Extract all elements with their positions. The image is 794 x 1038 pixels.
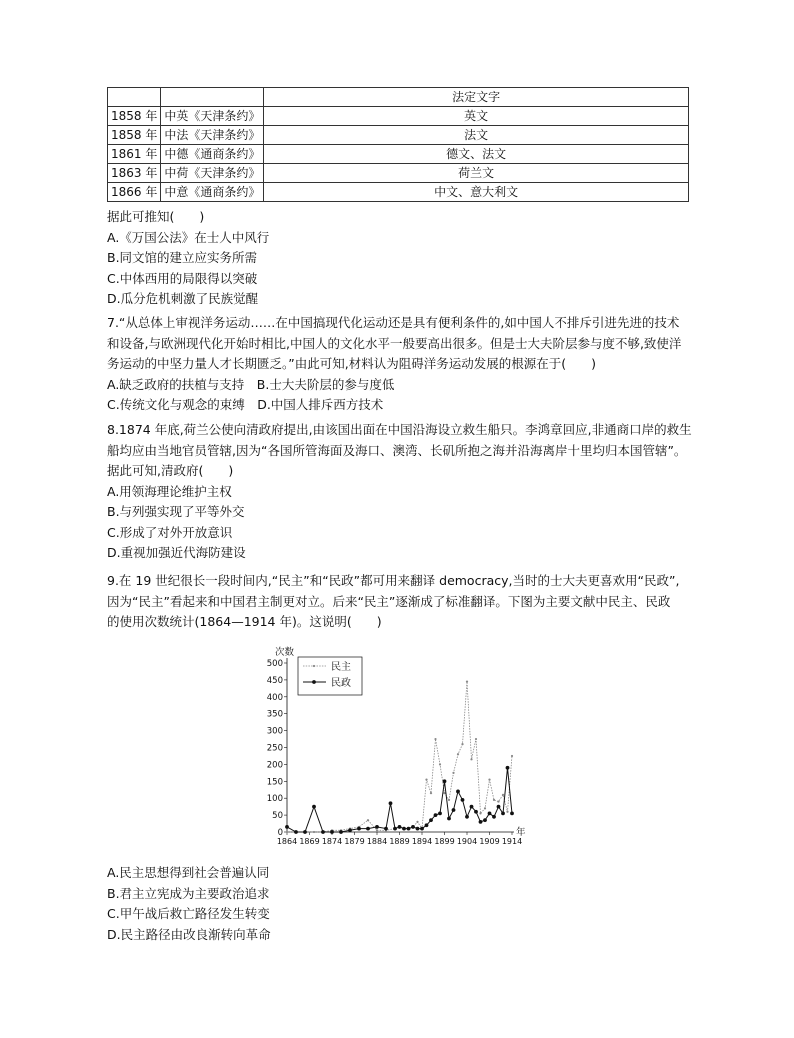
usage-count-chart — [262, 640, 524, 850]
y-tick-label: 200 — [266, 760, 283, 771]
legend-box — [298, 657, 362, 695]
legend-label: 民政 — [331, 678, 351, 689]
x-tick-label: 1864 — [276, 837, 298, 846]
question-8-option-c: C.形成了对外开放意识 — [107, 524, 233, 540]
data-point — [511, 755, 513, 757]
language-cell: 法文 — [264, 126, 689, 145]
question-7-line-1: 7.“从总体上审视洋务运动……在中国搞现代化运动还是具有便利条件的,如中国人不排斥引进先进的技术 — [107, 315, 680, 330]
x-axis-label: 年 — [516, 827, 526, 838]
series-line-minzhu — [287, 682, 512, 832]
data-point — [425, 823, 429, 827]
y-tick-label: 450 — [266, 675, 283, 686]
treaty-cell — [161, 88, 264, 107]
data-point — [367, 819, 369, 821]
legend-label: 民主 — [331, 662, 351, 673]
data-point — [286, 831, 288, 833]
data-point — [479, 812, 481, 814]
year-cell: 1861 年 — [108, 145, 161, 164]
y-tick-label: 400 — [266, 692, 283, 703]
y-tick-label: 0 — [277, 828, 283, 838]
question-6-option-a: A.《万国公法》在士人中风行 — [107, 229, 270, 245]
data-point — [483, 818, 487, 822]
data-point — [330, 830, 334, 834]
data-point — [497, 800, 499, 802]
x-tick-label: 1869 — [299, 837, 320, 846]
data-point — [384, 827, 388, 831]
data-point — [506, 766, 510, 770]
data-point — [456, 790, 460, 794]
data-point — [339, 830, 343, 834]
language-cell: 中文、意大利文 — [264, 183, 689, 202]
data-point — [411, 825, 415, 829]
data-point — [461, 743, 463, 745]
year-cell: 1863 年 — [108, 164, 161, 183]
data-point — [492, 815, 496, 819]
year-cell — [108, 88, 161, 107]
y-axis-label: 次数 — [275, 647, 295, 658]
treaty-language-table — [107, 87, 689, 202]
year-cell: 1858 年 — [108, 107, 161, 126]
x-tick-label: 1904 — [456, 837, 478, 846]
data-point — [434, 738, 436, 740]
y-tick-label: 350 — [266, 709, 283, 720]
data-point — [474, 810, 478, 814]
data-point — [313, 831, 315, 833]
data-point — [398, 825, 402, 829]
data-point — [452, 808, 456, 812]
question-8-line-2: 船均应由当地官员管辖,因为“各国所管海面及海口、澳湾、长矶所抱之海并沿海离岸十里均归本国管辖”。 — [107, 442, 687, 458]
data-point — [439, 763, 441, 765]
data-point — [466, 680, 468, 682]
question-8-option-d: D.重视加强近代海防建设 — [107, 545, 246, 560]
data-point — [321, 830, 325, 834]
treaty-cell: 中意《通商条约》 — [161, 183, 264, 202]
data-point — [488, 779, 490, 781]
question-6-stem: 据此可推知( ) — [107, 209, 205, 224]
legend-swatch-marker — [312, 680, 316, 684]
question-9-option-d: D.民主路径由改良渐转向革命 — [107, 926, 271, 942]
table-header-row — [108, 88, 689, 107]
data-point — [457, 753, 459, 755]
y-tick-label: 150 — [266, 777, 283, 788]
data-point — [285, 825, 289, 829]
year-cell: 1858 年 — [108, 126, 161, 145]
y-tick-label: 100 — [266, 794, 283, 805]
data-point — [312, 805, 316, 809]
data-point — [429, 818, 433, 822]
data-point — [479, 820, 483, 824]
data-point — [484, 807, 486, 809]
question-8-line-1: 8.1874 年底,荷兰公使向清政府提出,由该国出面在中国沿海设立救生船只。李鸿章回应,非通商口岸的救生 — [107, 422, 692, 437]
language-cell: 德文、法文 — [264, 145, 689, 164]
treaty-cell: 中法《天津条约》 — [161, 126, 264, 145]
question-6-option-c: C.中体西用的局限得以突破 — [107, 270, 258, 286]
x-tick-label: 1889 — [389, 837, 410, 846]
y-tick-label: 500 — [266, 659, 283, 669]
question-9-line-3: 的使用次数统计(1864—1914 年)。这说明( ) — [107, 614, 382, 629]
question-7 — [107, 313, 692, 416]
x-tick-label: 1909 — [479, 837, 500, 846]
language-cell: 荷兰文 — [264, 164, 689, 183]
data-point — [443, 779, 447, 783]
table-row — [108, 126, 689, 145]
data-point — [475, 738, 477, 740]
y-tick-label: 50 — [272, 811, 283, 822]
data-point — [425, 779, 427, 781]
x-tick-label: 1899 — [434, 837, 455, 846]
data-point — [357, 827, 361, 831]
y-tick-label: 250 — [266, 743, 283, 754]
question-8-option-a: A.用领海理论维护主权 — [107, 483, 232, 499]
legend-swatch-marker — [313, 665, 315, 667]
data-point — [389, 801, 393, 805]
data-point — [502, 794, 504, 796]
table-row — [108, 107, 689, 126]
question-8-option-b: B.与列强实现了平等外交 — [107, 504, 245, 519]
data-point — [434, 813, 438, 817]
data-point — [461, 798, 465, 802]
question-9-option-a: A.民主思想得到社会普遍认同 — [107, 865, 270, 880]
x-tick-label: 1879 — [344, 837, 365, 846]
question-9-options — [107, 863, 692, 945]
treaty-cell: 中德《通商条约》 — [161, 145, 264, 164]
usage-count-chart-svg — [262, 640, 524, 850]
question-9-line-2: 因为“民主”看起来和中国君主制更对立。后来“民主”逐渐成了标准翻译。下图为主要文献中民主、民政 — [107, 593, 671, 609]
data-point — [470, 758, 472, 760]
data-point — [393, 827, 397, 831]
question-8 — [107, 420, 692, 564]
year-cell: 1866 年 — [108, 183, 161, 202]
data-point — [294, 830, 298, 834]
language-cell: 法定文字 — [264, 88, 689, 107]
data-point — [407, 827, 411, 831]
x-tick-label: 1894 — [411, 837, 433, 846]
data-point — [375, 825, 379, 829]
data-point — [465, 815, 469, 819]
x-tick-label: 1874 — [321, 837, 343, 846]
data-point — [488, 812, 492, 816]
data-point — [402, 827, 406, 831]
question-9-option-c: C.甲午战后救亡路径发生转变 — [107, 906, 270, 921]
language-cell: 英文 — [264, 107, 689, 126]
question-7-options-ab: A.缺乏政府的扶植与支持 B.士大夫阶层的参与度低 — [107, 376, 395, 392]
data-point — [443, 792, 445, 794]
data-point — [447, 817, 451, 821]
question-6-option-b: B.同文馆的建立应实务所需 — [107, 250, 258, 265]
question-7-line-2: 和设备,与欧洲现代化开始时相比,中国人的文化水平一般要高出很多。但是士大夫阶层参与度不够,致使洋 — [107, 335, 682, 351]
data-point — [303, 830, 307, 834]
data-point — [420, 827, 424, 831]
data-point — [506, 811, 508, 813]
data-point — [430, 792, 432, 794]
data-point — [366, 827, 370, 831]
question-9 — [107, 571, 692, 633]
data-point — [416, 827, 420, 831]
x-tick-label: 1914 — [501, 837, 523, 846]
question-8-line-3: 据此可知,清政府( ) — [107, 463, 234, 478]
data-point — [416, 821, 418, 823]
data-point — [497, 805, 501, 809]
data-point — [510, 812, 514, 816]
question-7-line-3: 务运动的中坚力量人才长期匮乏。”由此可知,材料认为阻碍洋务运动发展的根源在于( ) — [107, 356, 596, 371]
question-9-option-b: B.君主立宪成为主要政治追求 — [107, 885, 270, 901]
data-point — [438, 812, 442, 816]
data-point — [452, 772, 454, 774]
question-7-options-cd: C.传统文化与观念的束缚 D.中国人排斥西方技术 — [107, 397, 384, 412]
data-point — [348, 828, 352, 832]
data-point — [376, 829, 378, 831]
table-row — [108, 164, 689, 183]
table-row — [108, 183, 689, 202]
question-9-line-1: 9.在 19 世纪很长一段时间内,“民主”和“民政”都可用来翻译 democracy,当时的士大夫更喜欢用“民政”, — [107, 573, 680, 588]
question-6-option-d: D.瓜分危机刺激了民族觉醒 — [107, 291, 259, 306]
y-tick-label: 300 — [266, 726, 283, 737]
treaty-cell: 中荷《天津条约》 — [161, 164, 264, 183]
data-point — [470, 805, 474, 809]
data-point — [501, 812, 505, 816]
data-point — [448, 799, 450, 801]
table-row — [108, 145, 689, 164]
question-6 — [107, 207, 692, 310]
data-point — [493, 799, 495, 801]
treaty-cell: 中英《天津条约》 — [161, 107, 264, 126]
x-tick-label: 1884 — [366, 837, 388, 846]
